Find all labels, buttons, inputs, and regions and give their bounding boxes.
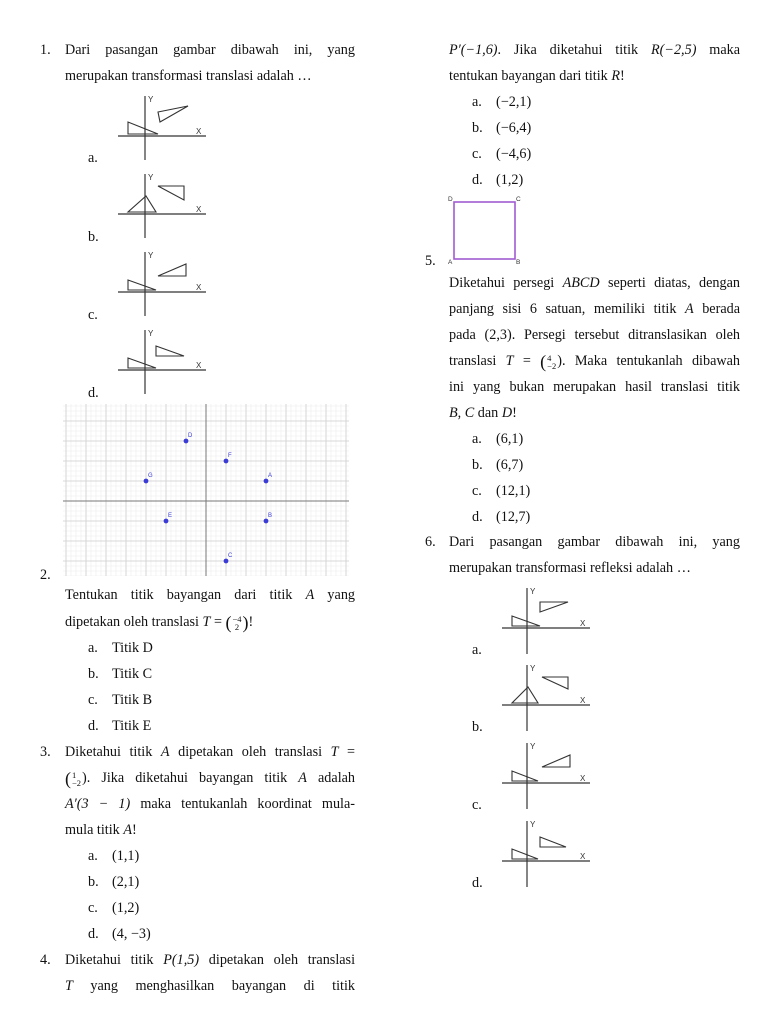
q3-option-c-letter: c. [88,900,98,916]
q5-text: pada [449,327,476,343]
q1-option-c-figure [110,246,210,318]
question-4-line-3 [449,40,740,60]
q5-var-c: C [464,405,475,421]
q1-option-d-figure [110,324,210,396]
q5-option-b-letter: b. [472,457,483,473]
question-3-number: 3. [40,744,51,760]
q4-text: . Jika diketahui titik [497,42,639,58]
q2-text: Tentukan titik bayangan dari titik [65,587,293,603]
q6c-x-axis-label: X [580,774,586,783]
q6-option-d-letter: d. [472,875,483,891]
point-g [144,479,149,484]
q6b-y-axis-label: Y [530,664,536,673]
question-3-line-3 [65,794,355,814]
q3-text: Diketahui titik [65,744,153,760]
q1c-y-axis-label: Y [148,251,154,260]
q3-var-a: A [298,770,307,786]
point-a [264,479,269,484]
q1-option-b-letter: b. [88,229,99,245]
q6-option-a-figure [494,582,594,656]
q3-option-d-text: (4, −3) [112,926,151,942]
q5-option-c-letter: c. [472,483,482,499]
q6-option-b-letter: b. [472,719,483,735]
q4-text: Diketahui titik [65,952,154,968]
q1-option-a-figure [110,90,210,162]
q5-text: panjang sisi 6 satuan, memiliki titik [449,301,677,317]
q1c-x-axis-label: X [196,283,202,292]
q5-text: . Persegi tersebut ditranslasikan oleh [511,327,741,343]
point-d [184,439,189,444]
point-c [224,559,229,564]
q3-text: mula titik [65,822,120,838]
q4-point-r: R(−2,5) [651,42,697,58]
q5-text: Diketahui persegi [449,275,555,291]
q5-text: dan [477,405,499,421]
q4-var-r: R [611,68,620,84]
q2-vector: −4 2 [232,613,242,632]
q6-option-d-figure [494,815,594,889]
question-3-line-2: ( 1 −2 ). Jika diketahui bayangan titik A adalah [65,768,356,789]
q2-option-a-letter: a. [88,640,98,656]
q2-text: yang [327,587,356,603]
q5-vector: 4 −2 [547,352,557,371]
q5-label-d: D [448,196,453,203]
question-4-number: 4. [40,952,51,968]
q5-var-a: A [685,301,694,317]
q1b-x-axis-label: X [196,205,202,214]
q3-option-a-letter: a. [88,848,98,864]
q3-option-a-text: (1,1) [112,848,140,864]
q5-text: berada [702,301,741,317]
q1-option-a-letter: a. [88,150,98,166]
q5-text: ). Maka tentukanlah dibawah [557,353,741,369]
q2-equals: = [213,614,222,630]
q4-text: dipetakan oleh translasi [208,952,356,968]
question-2-number: 2. [40,567,51,583]
q5-text: seperti diatas, dengan [607,275,741,291]
point-label-g: G [148,473,153,479]
q4-option-d-letter: d. [472,172,483,188]
q6d-y-axis-label: Y [530,820,536,829]
q4-option-b-text: (−6,4) [496,120,532,136]
q4-point-p: P(1,5) [163,952,200,968]
question-5-line-1 [449,273,740,293]
q4-text: ! [620,68,625,84]
q5-text: ! [512,405,517,421]
q5-square-figure [446,192,524,266]
q5-option-c-text: (12,1) [496,483,531,499]
question-2-line-1 [65,585,355,605]
question-1-number: 1. [40,42,51,58]
q6a-y-axis-label: Y [530,587,536,596]
q5-option-a-text: (6,1) [496,431,524,447]
q1a-y-axis-label: Y [148,95,154,104]
q4-option-a-letter: a. [472,94,482,110]
q3-option-b-text: (2,1) [112,874,140,890]
point-label-c: C [228,553,233,559]
q3-var-a: A [160,744,170,760]
question-1-line-1: Dari pasangan gambar dibawah ini, yang [65,42,355,58]
q5-label-c: C [516,196,521,203]
question-5-line-3 [449,325,740,345]
q2-option-b-letter: b. [88,666,99,682]
q1-option-d-letter: d. [88,385,99,401]
question-1-line-2: merupakan transformasi translasi adalah … [65,68,312,84]
q3-text: adalah [318,770,356,786]
q4-text: tentukan bayangan dari titik [449,68,608,84]
q6-option-a-letter: a. [472,642,482,658]
q6b-x-axis-label: X [580,696,586,705]
question-5-number: 5. [425,253,436,269]
q4-option-c-text: (−4,6) [496,146,532,162]
q1d-y-axis-label: Y [148,329,154,338]
point-label-e: E [168,513,173,519]
question-5-line-2 [449,299,740,319]
q3-vector: 1 −2 [72,769,82,788]
q4-option-c-letter: c. [472,146,482,162]
q6a-x-axis-label: X [580,619,586,628]
q2-var-t: T [202,614,211,630]
q5-square [454,202,515,259]
point-b [264,519,269,524]
question-5-line-5: ini yang bukan merupakan hasil translasi titik [449,379,740,395]
point-label-d: D [188,433,193,439]
q2-option-b-text: Titik C [112,666,153,682]
q4-option-a-text: (−2,1) [496,94,532,110]
question-6-line-1: Dari pasangan gambar dibawah ini, yang [449,534,740,550]
q5-var-d: D [501,405,513,421]
question-6-line-2: merupakan transformasi refleksi adalah … [449,560,691,576]
q6-option-c-figure [494,737,594,811]
q6-option-c-letter: c. [472,797,482,813]
question-3-line-4 [65,820,137,840]
q1a-x-axis-label: X [196,127,202,136]
question-2-line-2: dipetakan oleh translasi T = ( −4 2 )! [65,612,254,633]
q2-text: ! [248,614,254,630]
question-6-number: 6. [425,534,436,550]
q5-label-a: A [448,259,453,266]
q3-option-b-letter: b. [88,874,99,890]
q5-text: translasi [449,353,497,369]
q2-option-d-text: Titik E [112,718,152,734]
question-4-line-2 [65,976,355,996]
q1d-x-axis-label: X [196,361,202,370]
point-label-f: F [228,453,232,459]
q5-option-b-text: (6,7) [496,457,524,473]
question-5-line-4: translasi T = ( 4 −2 ). Maka tentukanlah dibawah [449,351,741,372]
q2-var-a: A [305,587,315,603]
q3-equals: = [347,744,356,760]
point-label-a: A [268,473,273,479]
q2-option-c-text: Titik B [112,692,153,708]
q5-point-a: (2,3) [484,327,512,343]
q3-option-d-letter: d. [88,926,99,942]
question-4-line-4 [449,66,625,86]
q3-option-c-text: (1,2) [112,900,140,916]
q5-label-b: B [516,259,521,266]
q1-option-c-letter: c. [88,307,98,323]
q4-option-b-letter: b. [472,120,483,136]
q2-coordinate-grid [63,404,349,576]
q1b-y-axis-label: Y [148,173,154,182]
question-5-line-6 [449,403,517,423]
q4-text: maka [709,42,741,58]
q5-var-t: T [505,353,514,369]
q3-text: ! [132,822,137,838]
question-4-line-1 [65,950,355,970]
q3-var-t: T [330,744,339,760]
q5-option-a-letter: a. [472,431,482,447]
q2-text: dipetakan oleh translasi [65,614,199,630]
q5-text: , [457,405,465,421]
q2-option-a-text: Titik D [112,640,153,656]
q4-option-d-text: (1,2) [496,172,524,188]
question-3-line-1 [65,742,355,762]
q6c-y-axis-label: Y [530,742,536,751]
q2-option-c-letter: c. [88,692,98,708]
point-e [164,519,169,524]
q3-text: ). Jika diketahui bayangan titik [82,770,288,786]
q5-option-d-text: (12,7) [496,509,531,525]
q4-var-t: T [65,978,73,994]
q5-var-b: B [449,405,458,421]
q6d-x-axis-label: X [580,852,586,861]
q5-var-abcd: ABCD [562,275,600,291]
q5-option-d-letter: d. [472,509,483,525]
point-f [224,459,229,464]
q3-text: dipetakan oleh translasi [178,744,323,760]
q4-text: yang menghasilkan bayangan di titik [90,978,356,994]
q5-equals: = [522,353,531,369]
q6-option-b-figure [494,659,594,733]
q4-point-p-prime: P′(−1,6) [449,42,498,58]
q3-point: A′(3 − 1) [65,796,131,812]
point-label-b: B [268,513,273,519]
q2-option-d-letter: d. [88,718,99,734]
q3-var-a: A [123,822,132,838]
q1-option-b-figure [110,168,210,240]
q3-text: maka tentukanlah koordinat mula- [140,796,356,812]
